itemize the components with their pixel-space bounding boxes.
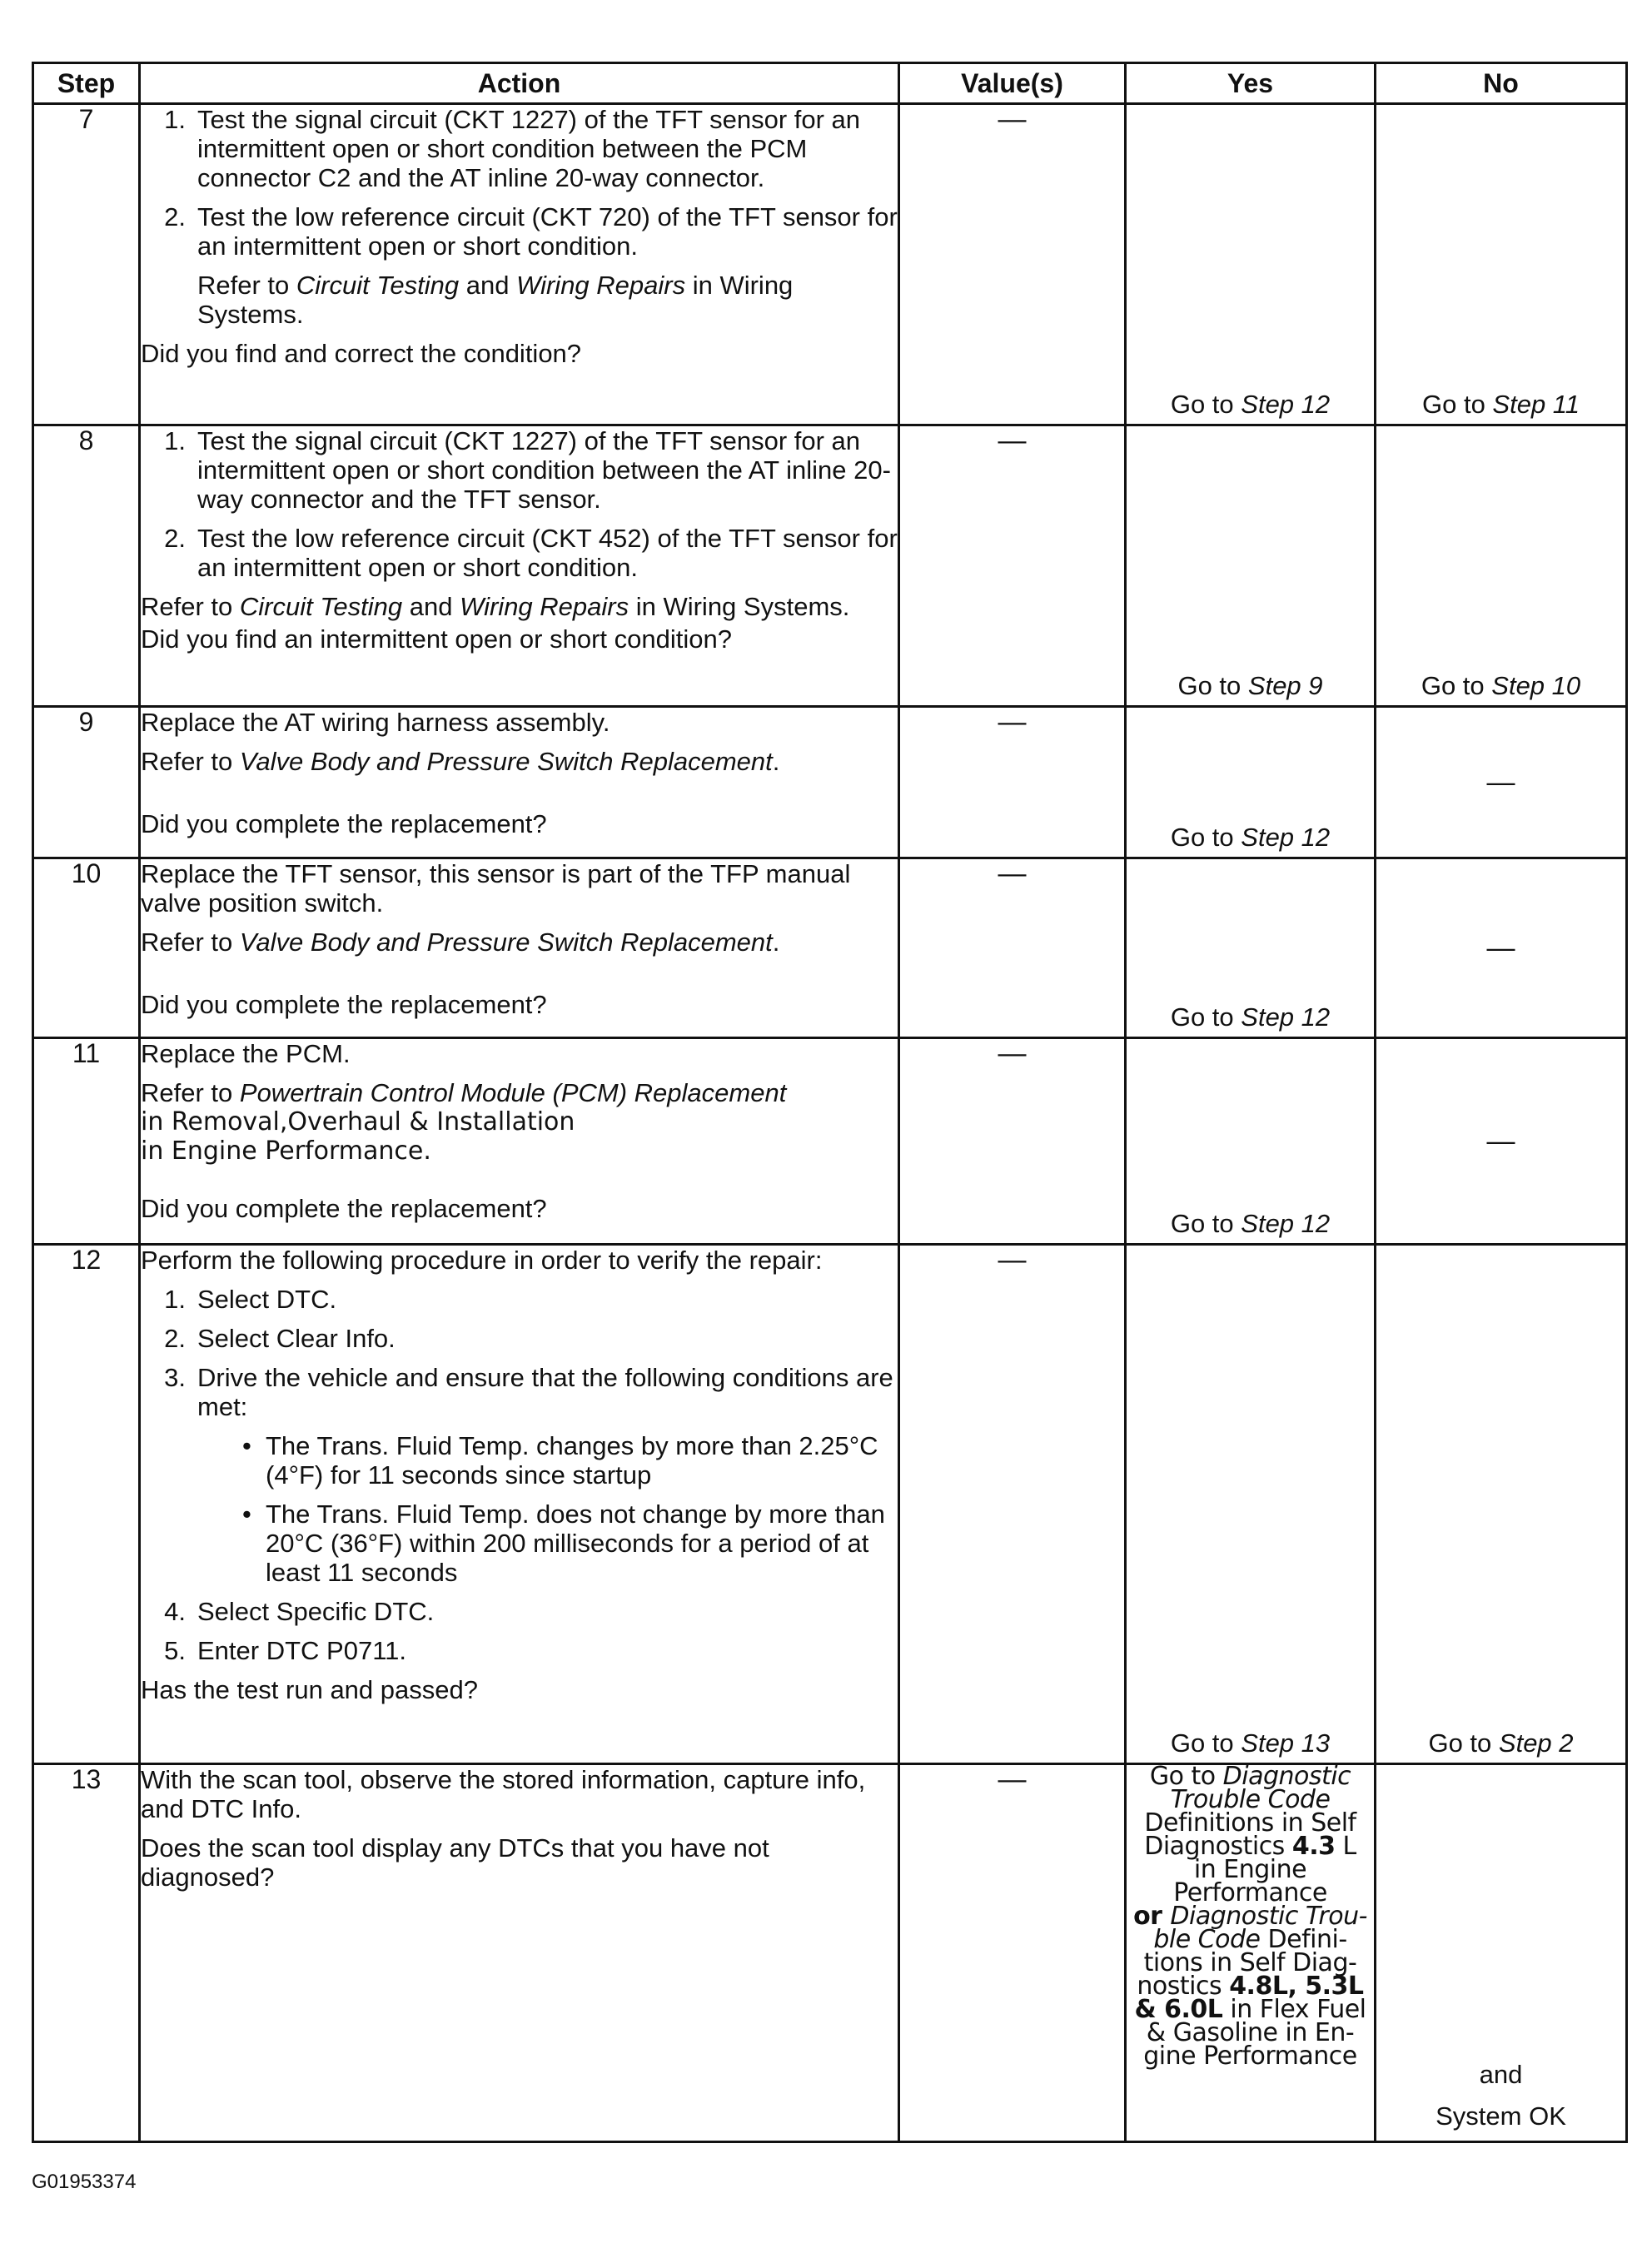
yes-text: nostics bbox=[1137, 1972, 1230, 2001]
goto-step: Step 13 bbox=[1241, 1728, 1331, 1758]
action-text: With the scan tool, observe the stored information, capture info, and DTC Info. bbox=[141, 1765, 866, 1823]
no-cell bbox=[1376, 858, 1627, 1038]
value-cell: — bbox=[899, 1038, 1126, 1245]
list-item bbox=[141, 1285, 898, 1314]
yes-text: Definitions in Self bbox=[1144, 1808, 1356, 1838]
ref-link-wiring-repairs: Wiring Repairs bbox=[460, 592, 629, 621]
header-values: Value(s) bbox=[899, 63, 1126, 104]
item-text: Select Clear Info. bbox=[197, 1324, 396, 1353]
yes-engine: 4.8L, 5.3L bbox=[1229, 1972, 1364, 2001]
yes-ref: Diagnostic Trou- bbox=[1170, 1902, 1367, 1931]
ref-text: and bbox=[459, 271, 517, 300]
step-number: 9 bbox=[33, 707, 140, 858]
yes-text: Diagnostics bbox=[1144, 1832, 1292, 1861]
action-text: Replace the AT wiring harness assembly. bbox=[141, 708, 610, 737]
table-row-step-7 bbox=[33, 104, 1627, 425]
table-row-step-8 bbox=[33, 425, 1627, 707]
ref-text: in Wiring Systems. bbox=[197, 271, 794, 329]
bullet-item bbox=[141, 1499, 898, 1587]
step-number: 7 bbox=[33, 104, 140, 425]
yes-engine: 4.3 bbox=[1291, 1832, 1336, 1861]
question-text: Did you find an intermittent open or short condition? bbox=[141, 624, 732, 654]
item-text: Select DTC. bbox=[197, 1285, 337, 1314]
yes-cell bbox=[1126, 104, 1376, 425]
yes-text: tions in Self Diag- bbox=[1143, 1948, 1357, 1977]
yes-ref: ble Code bbox=[1153, 1925, 1261, 1954]
goto-step: Step 2 bbox=[1498, 1728, 1574, 1758]
yes-cell bbox=[1126, 425, 1376, 707]
question-text: Has the test run and passed? bbox=[141, 1675, 478, 1704]
item-text: Select Specific DTC. bbox=[197, 1597, 435, 1626]
goto-step: Step 12 bbox=[1241, 390, 1331, 419]
ref-text: in Engine Performance. bbox=[141, 1136, 431, 1166]
no-goto bbox=[1376, 671, 1625, 700]
ref-text: Refer to bbox=[197, 271, 296, 300]
goto-text: Go to bbox=[1170, 390, 1241, 419]
no-cell bbox=[1376, 1038, 1627, 1245]
action-cell bbox=[140, 858, 899, 1038]
question-text: Did you complete the replacement? bbox=[141, 990, 547, 1019]
no-cell bbox=[1376, 425, 1627, 707]
list-item bbox=[141, 1636, 898, 1665]
list-item bbox=[141, 105, 898, 192]
step-number: 12 bbox=[33, 1245, 140, 1764]
item-number: 2. bbox=[164, 202, 186, 231]
no-result bbox=[1376, 2054, 1625, 2137]
item-number: 1. bbox=[164, 426, 186, 455]
yes-ref: Diagnostic bbox=[1222, 1762, 1351, 1791]
action-cell bbox=[140, 1764, 899, 2142]
diagnostic-table-page bbox=[32, 62, 1625, 2143]
item-number: 5. bbox=[164, 1636, 186, 1665]
header-no: No bbox=[1376, 63, 1627, 104]
goto-text: Go to bbox=[1177, 671, 1248, 700]
question-text: Does the scan tool display any DTCs that you have not diagnosed? bbox=[141, 1833, 769, 1892]
yes-text: in Engine bbox=[1193, 1855, 1307, 1884]
step-number: 10 bbox=[33, 858, 140, 1038]
header-action: Action bbox=[140, 63, 899, 104]
goto-step: Step 12 bbox=[1241, 1209, 1331, 1238]
action-text: Replace the TFT sensor, this sensor is part of the TFP manual valve position switch. bbox=[141, 859, 851, 918]
goto-text: Go to bbox=[1421, 671, 1492, 700]
yes-engine: & 6.0L bbox=[1134, 1995, 1223, 2024]
no-dash: — bbox=[1486, 1125, 1515, 1156]
diagnostic-steps-table bbox=[32, 62, 1628, 2143]
value-cell: — bbox=[899, 1764, 1126, 2142]
table-header-row bbox=[33, 63, 1627, 104]
yes-cell bbox=[1126, 707, 1376, 858]
ref-link-pcm-replacement: Powertrain Control Module (PCM) Replacement bbox=[239, 1078, 787, 1107]
action-text: Replace the PCM. bbox=[141, 1039, 351, 1068]
yes-goto bbox=[1127, 390, 1374, 419]
ref-link-valve-body: Valve Body and Pressure Switch Replacement bbox=[239, 928, 773, 957]
action-cell bbox=[140, 1038, 899, 1245]
no-dash: — bbox=[1486, 932, 1515, 963]
goto-step: Step 10 bbox=[1491, 671, 1581, 700]
no-text: and bbox=[1479, 2060, 1523, 2089]
yes-cell bbox=[1126, 1764, 1376, 2142]
reference-text bbox=[141, 928, 898, 957]
table-row-step-11 bbox=[33, 1038, 1627, 1245]
item-number: 4. bbox=[164, 1597, 186, 1626]
item-text: Enter DTC P0711. bbox=[197, 1636, 406, 1665]
question-text: Did you complete the replacement? bbox=[141, 809, 547, 838]
goto-text: Go to bbox=[1170, 1209, 1241, 1238]
list-item bbox=[141, 1363, 898, 1421]
table-row-step-12 bbox=[33, 1245, 1627, 1764]
goto-text: Go to bbox=[1428, 1728, 1499, 1758]
bullet-icon: • bbox=[242, 1499, 251, 1529]
no-goto bbox=[1376, 390, 1625, 419]
yes-text: in Flex Fuel bbox=[1222, 1995, 1366, 2024]
goto-step: Step 12 bbox=[1241, 1002, 1331, 1032]
ref-text: and bbox=[402, 592, 460, 621]
bullet-icon: • bbox=[242, 1431, 251, 1460]
ref-link-valve-body: Valve Body and Pressure Switch Replacement bbox=[239, 747, 773, 776]
table-row-step-9 bbox=[33, 707, 1627, 858]
yes-goto bbox=[1127, 823, 1374, 852]
question-text: Did you complete the replacement? bbox=[141, 1194, 547, 1223]
ref-text: . bbox=[772, 747, 780, 776]
ref-link-wiring-repairs: Wiring Repairs bbox=[516, 271, 686, 300]
ref-link-circuit-testing: Circuit Testing bbox=[239, 592, 403, 621]
no-cell bbox=[1376, 707, 1627, 858]
reference-text bbox=[141, 1078, 898, 1166]
no-cell bbox=[1376, 1764, 1627, 2142]
no-dash: — bbox=[1486, 766, 1515, 798]
yes-goto bbox=[1127, 1209, 1374, 1238]
value-cell: — bbox=[899, 1245, 1126, 1764]
item-text: Test the low reference circuit (CKT 452) of the TFT sensor for an intermittent open or short condition. bbox=[197, 524, 898, 582]
item-text: Test the low reference circuit (CKT 720) of the TFT sensor for an intermittent open or short condition. bbox=[197, 202, 898, 261]
value-cell: — bbox=[899, 707, 1126, 858]
ref-text: . bbox=[772, 928, 780, 957]
list-item bbox=[141, 524, 898, 582]
list-item bbox=[141, 426, 898, 514]
yes-text: gine Performance bbox=[1143, 2042, 1357, 2071]
item-number: 1. bbox=[164, 105, 186, 134]
item-number: 1. bbox=[164, 1285, 186, 1314]
reference-text bbox=[141, 592, 898, 621]
header-step: Step bbox=[33, 63, 140, 104]
yes-text: Performance bbox=[1173, 1878, 1327, 1907]
action-cell bbox=[140, 1245, 899, 1764]
ref-text: in Wiring Systems. bbox=[629, 592, 850, 621]
goto-step: Step 11 bbox=[1492, 390, 1580, 419]
value-cell: — bbox=[899, 858, 1126, 1038]
figure-code: G01953374 bbox=[32, 2171, 137, 2193]
reference-text bbox=[141, 747, 898, 776]
question-text: Did you find and correct the condition? bbox=[141, 339, 582, 368]
reference-text bbox=[141, 271, 898, 329]
step-number: 8 bbox=[33, 425, 140, 707]
yes-text: & Gasoline in En- bbox=[1146, 2018, 1355, 2047]
yes-cell bbox=[1126, 858, 1376, 1038]
item-text: Drive the vehicle and ensure that the following conditions are met: bbox=[197, 1363, 893, 1421]
header-yes: Yes bbox=[1126, 63, 1376, 104]
goto-text: Go to bbox=[1170, 1728, 1241, 1758]
no-cell bbox=[1376, 104, 1627, 425]
yes-text: L bbox=[1335, 1832, 1356, 1861]
table-row-step-13 bbox=[33, 1764, 1627, 2142]
ref-text: in Removal,Overhaul & Installation bbox=[141, 1107, 575, 1136]
ref-text: Refer to bbox=[141, 592, 240, 621]
list-item bbox=[141, 1597, 898, 1626]
item-number: 2. bbox=[164, 524, 186, 553]
step-number: 13 bbox=[33, 1764, 140, 2142]
yes-text: Defini- bbox=[1260, 1925, 1347, 1954]
yes-goto bbox=[1127, 1728, 1374, 1758]
ref-text: Refer to bbox=[141, 1078, 240, 1107]
value-cell: — bbox=[899, 104, 1126, 425]
list-item bbox=[141, 202, 898, 261]
yes-cell bbox=[1126, 1245, 1376, 1764]
action-cell bbox=[140, 707, 899, 858]
goto-text: Go to bbox=[1421, 390, 1493, 419]
no-cell bbox=[1376, 1245, 1627, 1764]
goto-text: Go to bbox=[1170, 1002, 1241, 1032]
item-text: Test the signal circuit (CKT 1227) of the TFT sensor for an intermittent open or short condition between the PCM connector C2 and the AT inline 20-way connector. bbox=[197, 105, 861, 192]
yes-text: or bbox=[1133, 1902, 1171, 1931]
yes-goto bbox=[1127, 671, 1374, 700]
action-cell bbox=[140, 425, 899, 707]
yes-text: Go to bbox=[1149, 1762, 1223, 1791]
item-number: 3. bbox=[164, 1363, 186, 1392]
table-row-step-10 bbox=[33, 858, 1627, 1038]
goto-step: Step 12 bbox=[1241, 823, 1331, 852]
step-number: 11 bbox=[33, 1038, 140, 1245]
ref-text: Refer to bbox=[141, 747, 240, 776]
value-cell: — bbox=[899, 425, 1126, 707]
ref-link-circuit-testing: Circuit Testing bbox=[296, 271, 460, 300]
goto-step: Step 9 bbox=[1247, 671, 1323, 700]
ref-text: Refer to bbox=[141, 928, 240, 957]
item-text: Test the signal circuit (CKT 1227) of the TFT sensor for an intermittent open or short condition between the AT inline 20-way connector and the TFT sensor. bbox=[197, 426, 891, 514]
yes-goto bbox=[1127, 1002, 1374, 1032]
bullet-item bbox=[141, 1431, 898, 1490]
item-number: 2. bbox=[164, 1324, 186, 1353]
yes-cell bbox=[1126, 1038, 1376, 1245]
no-text: System OK bbox=[1436, 2101, 1566, 2131]
no-goto bbox=[1376, 1728, 1625, 1758]
action-cell bbox=[140, 104, 899, 425]
action-text: Perform the following procedure in order to verify the repair: bbox=[141, 1246, 823, 1275]
goto-text: Go to bbox=[1170, 823, 1241, 852]
yes-ref: Trouble Code bbox=[1170, 1785, 1331, 1814]
bullet-text: The Trans. Fluid Temp. changes by more than 2.25°C (4°F) for 11 seconds since startup bbox=[266, 1431, 878, 1490]
list-item bbox=[141, 1324, 898, 1353]
bullet-text: The Trans. Fluid Temp. does not change by more than 20°C (36°F) within 200 milliseconds for a period of at least 11 seconds bbox=[266, 1499, 885, 1587]
